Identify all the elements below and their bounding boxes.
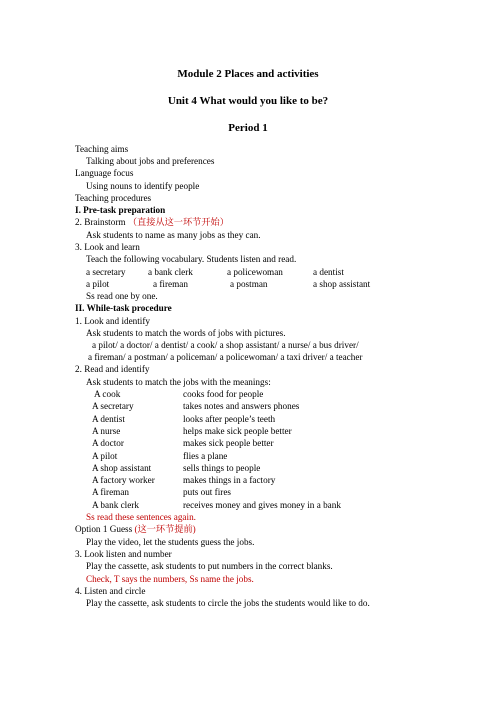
vocab-word: a policewoman bbox=[227, 267, 283, 277]
brainstorm-step bbox=[75, 216, 229, 228]
brainstorm-text: Ask students to name as many jobs as they can. bbox=[86, 230, 261, 240]
read-identify-label: 2. Read and identify bbox=[75, 364, 150, 374]
read-identify-text: Ask students to match the jobs with the meanings: bbox=[86, 377, 271, 387]
match-meaning: flies a plane bbox=[183, 451, 228, 461]
module-title: Module 2 Places and activities bbox=[177, 68, 319, 80]
brainstorm-label: 2. Brainstorm bbox=[75, 217, 126, 227]
vocab-row-2 bbox=[0, 278, 496, 290]
match-row bbox=[0, 462, 496, 474]
match-row bbox=[0, 388, 496, 400]
language-focus-label: Language focus bbox=[75, 168, 134, 178]
brainstorm-note: （直接从这一环节开始） bbox=[127, 217, 229, 227]
listen-number-label: 3. Look listen and number bbox=[75, 549, 172, 559]
match-job: A nurse bbox=[92, 426, 121, 436]
vocab-word: a fireman bbox=[153, 279, 188, 289]
vocab-word: a postman bbox=[230, 279, 268, 289]
look-learn-label: 3. Look and learn bbox=[75, 242, 140, 252]
look-identify-text: Ask students to match the words of jobs with pictures. bbox=[86, 328, 286, 338]
read-one-by-one: Ss read one by one. bbox=[86, 291, 158, 301]
match-row bbox=[0, 474, 496, 486]
language-focus-text: Using nouns to identify people bbox=[86, 181, 200, 191]
match-job: A bank clerk bbox=[92, 500, 139, 510]
match-job: A factory worker bbox=[92, 475, 155, 485]
pre-task-heading: I. Pre-task preparation bbox=[75, 205, 166, 215]
vocab-word: a bank clerk bbox=[148, 267, 193, 277]
vocab-word: a dentist bbox=[313, 267, 344, 277]
read-again: Ss read these sentences again. bbox=[86, 512, 196, 522]
listen-circle-label: 4. Listen and circle bbox=[75, 586, 146, 596]
match-meaning: receives money and gives money in a bank bbox=[183, 500, 341, 510]
option-note: (这一环节提前) bbox=[134, 524, 196, 534]
match-row bbox=[0, 425, 496, 437]
match-row bbox=[0, 486, 496, 498]
vocab-word: a secretary bbox=[86, 267, 126, 277]
period-title: Period 1 bbox=[228, 122, 268, 134]
jobs-line-2: a fireman/ a postman/ a policeman/ a policewoman/ a taxi driver/ a teacher bbox=[88, 352, 363, 362]
match-row bbox=[0, 413, 496, 425]
vocab-word: a shop assistant bbox=[313, 279, 371, 289]
match-row bbox=[0, 450, 496, 462]
option-guess bbox=[75, 523, 196, 535]
teaching-aims-text: Talking about jobs and preferences bbox=[86, 156, 215, 166]
match-job: A fireman bbox=[92, 487, 129, 497]
match-meaning: cooks food for people bbox=[183, 389, 264, 399]
match-row bbox=[0, 437, 496, 449]
match-job: A shop assistant bbox=[92, 463, 152, 473]
match-meaning: makes things in a factory bbox=[183, 475, 276, 485]
procedures-label: Teaching procedures bbox=[75, 193, 152, 203]
check-text: Check, T says the numbers, Ss name the jobs. bbox=[86, 574, 254, 584]
listen-circle-text: Play the cassette, ask students to circle the jobs the students would like to do. bbox=[86, 598, 370, 608]
option-label: Option 1 Guess bbox=[75, 524, 133, 534]
match-job: A doctor bbox=[92, 438, 124, 448]
match-meaning: makes sick people better bbox=[183, 438, 274, 448]
vocab-word: a pilot bbox=[86, 279, 110, 289]
match-job: A dentist bbox=[92, 414, 125, 424]
vocab-row-1 bbox=[0, 266, 496, 278]
match-meaning: helps make sick people better bbox=[183, 426, 292, 436]
match-meaning: puts out fires bbox=[183, 487, 231, 497]
look-identify-label: 1. Look and identify bbox=[75, 316, 151, 326]
listen-number-text: Play the cassette, ask students to put numbers in the correct blanks. bbox=[86, 561, 333, 571]
match-row bbox=[0, 400, 496, 412]
while-task-heading: II. While-task procedure bbox=[75, 303, 172, 313]
match-meaning: sells things to people bbox=[183, 463, 261, 473]
jobs-line-1: a pilot/ a doctor/ a dentist/ a cook/ a shop assistant/ a nurse/ a bus driver/ bbox=[92, 340, 359, 350]
match-job: A pilot bbox=[92, 451, 118, 461]
look-learn-text: Teach the following vocabulary. Students listen and read. bbox=[86, 254, 297, 264]
match-meaning: looks after people’s teeth bbox=[183, 414, 276, 424]
match-job: A secretary bbox=[92, 401, 134, 411]
match-row bbox=[0, 499, 496, 511]
option-text: Play the video, let the students guess the jobs. bbox=[86, 537, 255, 547]
match-job: A cook bbox=[94, 389, 121, 399]
unit-title: Unit 4 What would you like to be? bbox=[167, 95, 329, 107]
teaching-aims-label: Teaching aims bbox=[75, 144, 129, 154]
match-meaning: takes notes and answers phones bbox=[183, 401, 300, 411]
